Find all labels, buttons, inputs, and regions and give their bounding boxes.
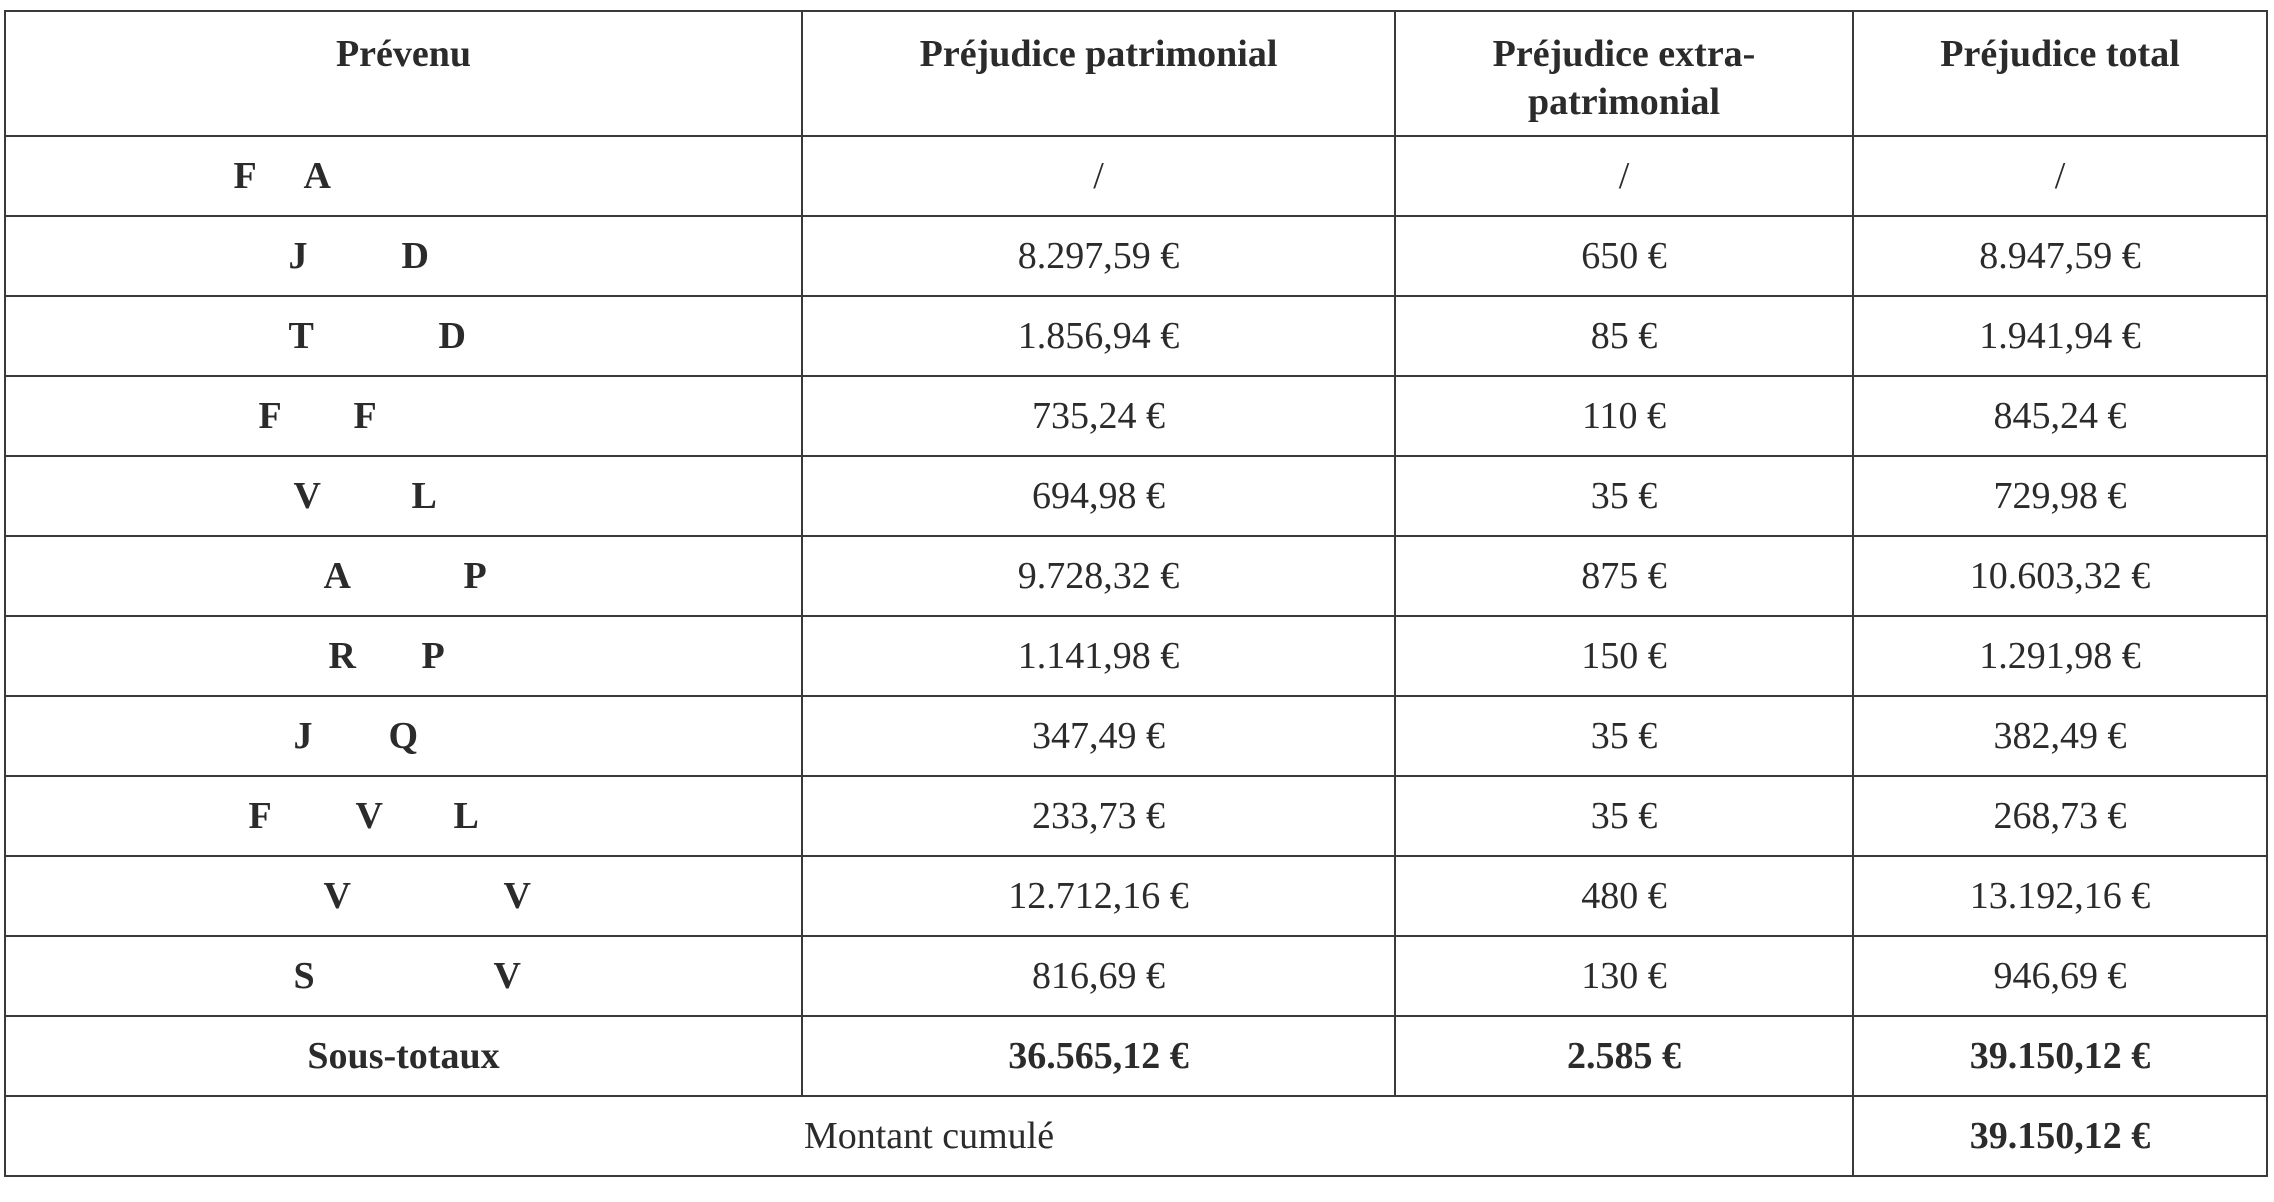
patrimonial-cell: 12.712,16 € <box>802 856 1395 936</box>
subtotal-patrimonial: 36.565,12 € <box>802 1016 1395 1096</box>
extra-patrimonial-cell: 35 € <box>1395 696 1853 776</box>
prevenu-initial: L <box>411 475 437 517</box>
prevenu-initial: V <box>355 795 383 837</box>
prevenu-initial: D <box>438 315 466 357</box>
total-cell: 729,98 € <box>1853 456 2267 536</box>
prevenu-initial: F <box>353 395 377 437</box>
prevenu-name-cell <box>5 136 802 216</box>
prevenu-initial: F <box>258 395 282 437</box>
prevenu-name-cell <box>5 216 802 296</box>
prevenu-initial: F <box>248 795 272 837</box>
prevenu-initial: A <box>303 155 331 197</box>
extra-patrimonial-cell: 85 € <box>1395 296 1853 376</box>
total-cell: 1.941,94 € <box>1853 296 2267 376</box>
prevenu-name-cell <box>5 776 802 856</box>
prevenu-name-cell <box>5 616 802 696</box>
prevenu-initial: V <box>503 875 531 917</box>
table-row <box>5 936 2267 1016</box>
total-cell: 13.192,16 € <box>1853 856 2267 936</box>
table-row <box>5 456 2267 536</box>
prevenu-initial: F <box>233 155 257 197</box>
table-body <box>5 136 2267 1176</box>
table-row <box>5 616 2267 696</box>
table-row <box>5 696 2267 776</box>
prevenu-name-cell <box>5 296 802 376</box>
prevenu-initial: P <box>463 555 487 597</box>
total-cell: 1.291,98 € <box>1853 616 2267 696</box>
patrimonial-cell: 233,73 € <box>802 776 1395 856</box>
header-patrimonial: Préjudice patrimonial <box>802 11 1395 136</box>
damages-table-container <box>4 10 2266 1177</box>
total-cell: / <box>1853 136 2267 216</box>
prevenu-initial: V <box>493 955 521 997</box>
header-row <box>5 11 2267 136</box>
extra-patrimonial-cell: / <box>1395 136 1853 216</box>
extra-patrimonial-cell: 150 € <box>1395 616 1853 696</box>
prevenu-initial: D <box>401 235 429 277</box>
patrimonial-cell: 9.728,32 € <box>802 536 1395 616</box>
subtotals-row <box>5 1016 2267 1096</box>
prevenu-initial: A <box>323 555 351 597</box>
extra-patrimonial-cell: 35 € <box>1395 456 1853 536</box>
damages-table <box>4 10 2268 1177</box>
total-cell: 10.603,32 € <box>1853 536 2267 616</box>
patrimonial-cell: / <box>802 136 1395 216</box>
subtotal-total: 39.150,12 € <box>1853 1016 2267 1096</box>
prevenu-name-cell <box>5 536 802 616</box>
total-cell: 382,49 € <box>1853 696 2267 776</box>
prevenu-initial: J <box>293 715 313 757</box>
subtotals-label: Sous-totaux <box>5 1016 802 1096</box>
patrimonial-cell: 1.856,94 € <box>802 296 1395 376</box>
cumulative-total: 39.150,12 € <box>1853 1096 2267 1176</box>
prevenu-initial: S <box>293 955 315 997</box>
subtotal-extra-patrimonial: 2.585 € <box>1395 1016 1853 1096</box>
total-cell: 8.947,59 € <box>1853 216 2267 296</box>
table-row <box>5 376 2267 456</box>
header-extra-patrimonial: Préjudice extra-patrimonial <box>1395 11 1853 136</box>
prevenu-initial: J <box>288 235 308 277</box>
prevenu-initial: V <box>323 875 351 917</box>
prevenu-initial: P <box>421 635 445 677</box>
patrimonial-cell: 694,98 € <box>802 456 1395 536</box>
prevenu-name-cell <box>5 456 802 536</box>
total-cell: 845,24 € <box>1853 376 2267 456</box>
extra-patrimonial-cell: 35 € <box>1395 776 1853 856</box>
patrimonial-cell: 735,24 € <box>802 376 1395 456</box>
table-row <box>5 776 2267 856</box>
prevenu-initial: V <box>293 475 321 517</box>
extra-patrimonial-cell: 130 € <box>1395 936 1853 1016</box>
table-row <box>5 856 2267 936</box>
extra-patrimonial-cell: 110 € <box>1395 376 1853 456</box>
prevenu-initial: L <box>453 795 479 837</box>
prevenu-name-cell <box>5 936 802 1016</box>
prevenu-initial: Q <box>388 715 419 757</box>
cumulative-row <box>5 1096 2267 1176</box>
table-row <box>5 536 2267 616</box>
header-prevenu: Prévenu <box>5 11 802 136</box>
prevenu-initial: R <box>328 635 356 677</box>
prevenu-initial: T <box>288 315 314 357</box>
cumulative-label: Montant cumulé <box>5 1096 1853 1176</box>
prevenu-name-cell <box>5 696 802 776</box>
table-row <box>5 296 2267 376</box>
prevenu-name-cell <box>5 856 802 936</box>
table-row <box>5 136 2267 216</box>
table-row <box>5 216 2267 296</box>
patrimonial-cell: 8.297,59 € <box>802 216 1395 296</box>
patrimonial-cell: 816,69 € <box>802 936 1395 1016</box>
prevenu-name-cell <box>5 376 802 456</box>
patrimonial-cell: 347,49 € <box>802 696 1395 776</box>
extra-patrimonial-cell: 650 € <box>1395 216 1853 296</box>
header-total: Préjudice total <box>1853 11 2267 136</box>
extra-patrimonial-cell: 480 € <box>1395 856 1853 936</box>
total-cell: 946,69 € <box>1853 936 2267 1016</box>
total-cell: 268,73 € <box>1853 776 2267 856</box>
extra-patrimonial-cell: 875 € <box>1395 536 1853 616</box>
patrimonial-cell: 1.141,98 € <box>802 616 1395 696</box>
